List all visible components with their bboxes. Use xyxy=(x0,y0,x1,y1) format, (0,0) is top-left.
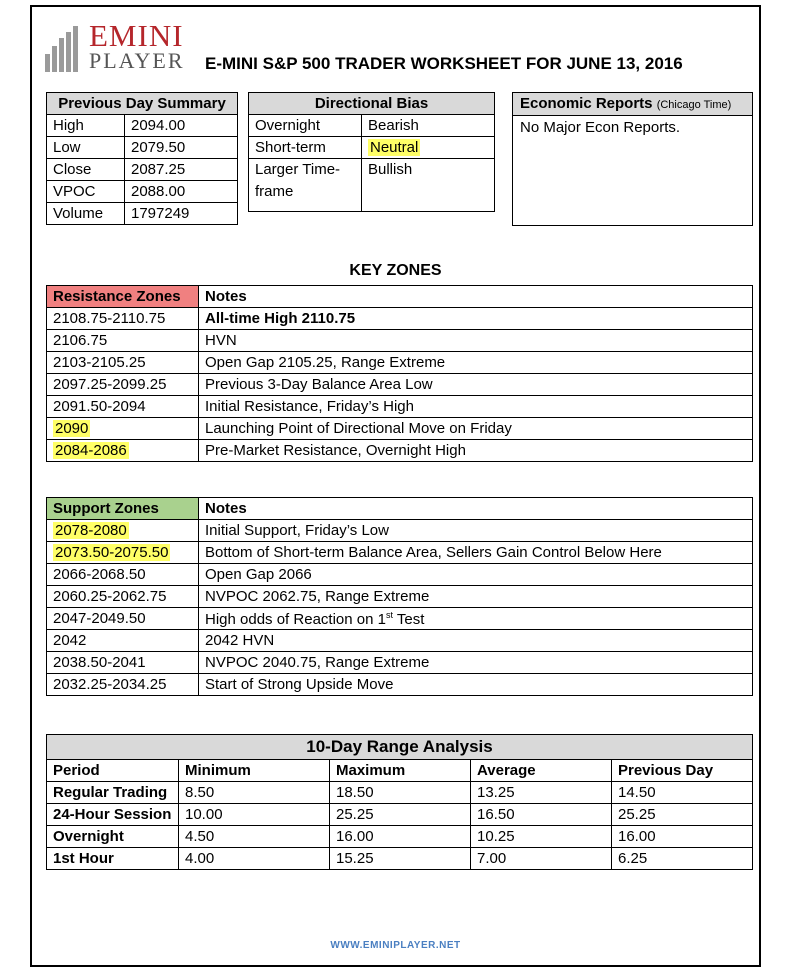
directional-bias-table xyxy=(248,92,495,212)
note-cell: All-time High 2110.75 xyxy=(199,308,753,330)
period-cell: Overnight xyxy=(47,826,179,848)
zone-cell: 2060.25-2062.75 xyxy=(47,586,199,608)
footer-website-link[interactable]: WWW.EMINIPLAYER.NET xyxy=(330,940,461,951)
previous-day-cell: 25.25 xyxy=(612,804,753,826)
summary-label: Low xyxy=(47,137,125,159)
economic-reports-header xyxy=(513,93,752,116)
note-cell: Pre-Market Resistance, Overnight High xyxy=(199,440,753,462)
maximum-cell: 16.00 xyxy=(330,826,471,848)
table-row xyxy=(47,564,753,586)
average-cell: 16.50 xyxy=(471,804,612,826)
table-row xyxy=(47,652,753,674)
zone-cell: 2038.50-2041 xyxy=(47,652,199,674)
table-row xyxy=(249,115,495,137)
summary-value: 2079.50 xyxy=(125,137,238,159)
support-zones-table xyxy=(46,497,753,696)
note-text: Test xyxy=(392,610,425,628)
zone-cell-highlighted: 2078-2080 xyxy=(55,522,127,539)
previous-day-cell: 14.50 xyxy=(612,782,753,804)
table-row xyxy=(47,203,238,225)
table-row xyxy=(47,782,753,804)
table-row xyxy=(47,418,753,440)
table-row xyxy=(47,396,753,418)
table-row xyxy=(47,137,238,159)
note-cell: Previous 3-Day Balance Area Low xyxy=(199,374,753,396)
bias-label: Overnight xyxy=(249,115,362,137)
logo-text-player: PLAYER xyxy=(89,48,185,73)
economic-reports-note: (Chicago Time) xyxy=(656,99,732,111)
bias-value: Bullish xyxy=(362,159,495,212)
summary-value: 2088.00 xyxy=(125,181,238,203)
table-row xyxy=(47,608,753,630)
emini-player-logo xyxy=(45,18,195,74)
note-cell: 2042 HVN xyxy=(199,630,753,652)
table-row xyxy=(47,159,238,181)
table-row xyxy=(47,674,753,696)
logo-bars-icon xyxy=(45,26,85,72)
average-cell: 13.25 xyxy=(471,782,612,804)
note-cell: Bottom of Short-term Balance Area, Sellers Gain Control Below Here xyxy=(199,542,753,564)
column-header: Maximum xyxy=(330,760,471,782)
support-notes-header: Notes xyxy=(199,498,753,520)
column-header: Average xyxy=(471,760,612,782)
column-header: Previous Day xyxy=(612,760,753,782)
economic-reports-body: No Major Econ Reports. xyxy=(520,119,681,136)
minimum-cell: 10.00 xyxy=(179,804,330,826)
note-cell: Initial Resistance, Friday’s High xyxy=(199,396,753,418)
zone-cell: 2066-2068.50 xyxy=(47,564,199,586)
minimum-cell: 4.50 xyxy=(179,826,330,848)
column-header: Period xyxy=(47,760,179,782)
table-row xyxy=(47,440,753,462)
resistance-zones-table xyxy=(46,285,753,462)
table-row xyxy=(249,137,495,159)
note-cell: NVPOC 2040.75, Range Extreme xyxy=(199,652,753,674)
bias-value: Bearish xyxy=(362,115,495,137)
summary-value: 1797249 xyxy=(125,203,238,225)
table-row xyxy=(47,374,753,396)
support-header: Support Zones xyxy=(47,498,199,520)
note-cell: NVPOC 2062.75, Range Extreme xyxy=(199,586,753,608)
average-cell: 7.00 xyxy=(471,848,612,870)
summary-label: Volume xyxy=(47,203,125,225)
zone-cell-highlighted: 2090 xyxy=(55,420,89,437)
table-row xyxy=(47,826,753,848)
table-row xyxy=(47,181,238,203)
bias-label: Short-term xyxy=(249,137,362,159)
resistance-notes-header: Notes xyxy=(199,286,753,308)
previous-day-summary-table xyxy=(46,92,238,225)
table-row xyxy=(47,115,238,137)
resistance-header: Resistance Zones xyxy=(47,286,199,308)
zone-cell: 2097.25-2099.25 xyxy=(47,374,199,396)
note-cell xyxy=(199,608,753,630)
summary-value: 2094.00 xyxy=(125,115,238,137)
table-row xyxy=(47,520,753,542)
previous-day-header: Previous Day Summary xyxy=(47,93,238,115)
summary-label: High xyxy=(47,115,125,137)
zone-cell: 2047-2049.50 xyxy=(47,608,199,630)
maximum-cell: 15.25 xyxy=(330,848,471,870)
minimum-cell: 4.00 xyxy=(179,848,330,870)
note-cell: Launching Point of Directional Move on Friday xyxy=(199,418,753,440)
minimum-cell: 8.50 xyxy=(179,782,330,804)
previous-day-cell: 6.25 xyxy=(612,848,753,870)
maximum-cell: 25.25 xyxy=(330,804,471,826)
note-text: High odds of Reaction on 1 xyxy=(205,610,386,628)
maximum-cell: 18.50 xyxy=(330,782,471,804)
table-row xyxy=(47,308,753,330)
bias-label: Larger Time-frame xyxy=(249,159,362,212)
summary-value: 2087.25 xyxy=(125,159,238,181)
economic-reports-box xyxy=(512,92,753,226)
note-cell: Open Gap 2066 xyxy=(199,564,753,586)
note-cell: Start of Strong Upside Move xyxy=(199,674,753,696)
zone-cell: 2108.75-2110.75 xyxy=(47,308,199,330)
table-row xyxy=(47,352,753,374)
note-superscript: st xyxy=(385,609,393,620)
table-row xyxy=(47,542,753,564)
key-zones-title: KEY ZONES xyxy=(349,262,442,279)
table-row xyxy=(47,804,753,826)
logo-text-emini: EMINI xyxy=(89,18,184,53)
table-row xyxy=(47,330,753,352)
zone-cell: 2032.25-2034.25 xyxy=(47,674,199,696)
zone-cell: 2103-2105.25 xyxy=(47,352,199,374)
note-cell: Open Gap 2105.25, Range Extreme xyxy=(199,352,753,374)
summary-label: Close xyxy=(47,159,125,181)
note-cell: HVN xyxy=(199,330,753,352)
zone-cell: 2106.75 xyxy=(47,330,199,352)
zone-cell: 2042 xyxy=(47,630,199,652)
previous-day-cell: 16.00 xyxy=(612,826,753,848)
column-header: Minimum xyxy=(179,760,330,782)
directional-bias-header: Directional Bias xyxy=(249,93,495,115)
zone-cell-highlighted: 2084-2086 xyxy=(55,442,127,459)
table-row xyxy=(47,630,753,652)
table-row xyxy=(47,586,753,608)
zone-cell-highlighted: 2073.50-2075.50 xyxy=(55,544,169,561)
table-row xyxy=(249,159,495,212)
table-row xyxy=(47,848,753,870)
economic-reports-title: Economic Reports xyxy=(520,95,653,112)
page-title: E-MINI S&P 500 TRADER WORKSHEET FOR JUNE 13, 2016 xyxy=(205,54,683,73)
period-cell: 1st Hour xyxy=(47,848,179,870)
summary-label: VPOC xyxy=(47,181,125,203)
range-analysis-table xyxy=(46,734,753,870)
note-cell: Initial Support, Friday’s Low xyxy=(199,520,753,542)
period-cell: Regular Trading xyxy=(47,782,179,804)
period-cell: 24-Hour Session xyxy=(47,804,179,826)
zone-cell: 2091.50-2094 xyxy=(47,396,199,418)
average-cell: 10.25 xyxy=(471,826,612,848)
range-analysis-title: 10-Day Range Analysis xyxy=(47,735,753,760)
bias-value-highlighted: Neutral xyxy=(370,139,419,156)
